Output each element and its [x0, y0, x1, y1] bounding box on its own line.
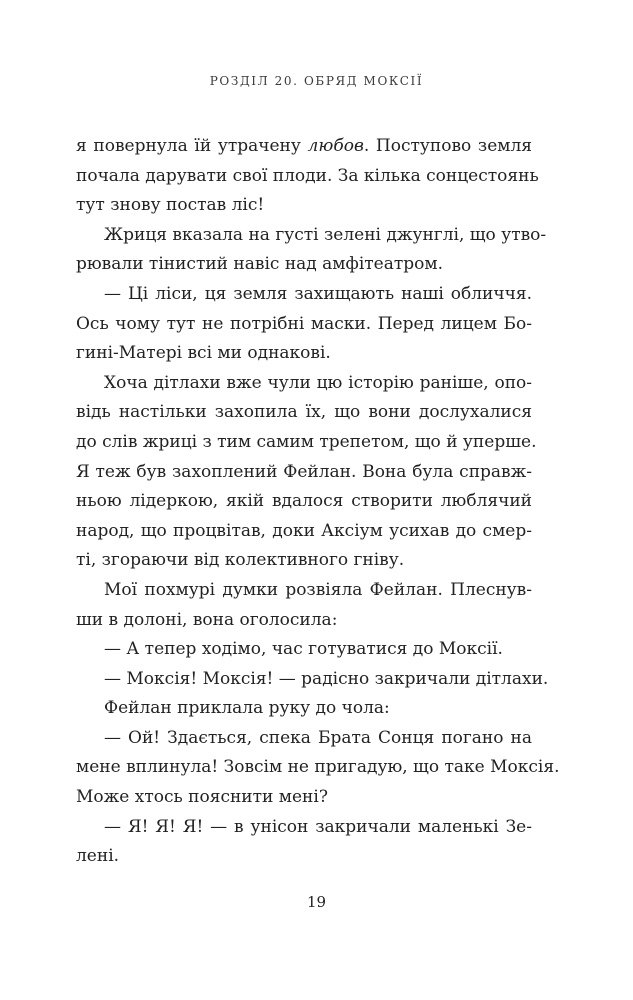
text-line: рювали тінистий навіс над амфітеатром.	[76, 254, 444, 275]
text-line: — А тепер ходімо, час готуватися до Моксії.	[104, 639, 503, 660]
text-line: ньою лідеркою, якій вдалося створити люблячий	[76, 491, 532, 512]
text-line: ті, згораючи від колективного гніву.	[76, 550, 405, 571]
text-line: відь настільки захопила їх, що вони дослухалися	[76, 402, 532, 423]
text-line: Я теж був захоплений Фейлан. Вона була справж-	[76, 461, 532, 482]
text-line: — Ой! Здається, спека Брата Сонця погано на	[104, 727, 532, 748]
text-line: Може хтось пояснити мені?	[76, 787, 328, 808]
text-line: тут знову постав ліс!	[76, 195, 265, 216]
text-line: гині-Матері всі ми однакові.	[76, 343, 331, 364]
emphasis-word: любов	[307, 136, 364, 156]
text-line: Хоча дітлахи вже чули цю історію раніше, опо-	[104, 372, 532, 393]
text-line: народ, що процвітав, доки Аксіум усихав до смер-	[76, 520, 532, 541]
text-line: Жриця вказала на густі зелені джунглі, що утво-	[104, 224, 547, 245]
text-line: Мої похмурі думки розвіяла Фейлан. Плеснув-	[104, 579, 532, 600]
text-line: почала дарувати свої плоди. За кілька сонцестоянь	[76, 165, 539, 186]
text-line: лені.	[76, 846, 120, 867]
page-number: 19	[306, 893, 327, 911]
text-line: — Ці ліси, ця земля захищають наші обличчя.	[104, 283, 532, 304]
running-header: РОЗДІЛ 20. ОБРЯД МОКСІЇ	[209, 74, 424, 88]
text-line: ши в долоні, вона оголосила:	[76, 609, 338, 630]
text-line: — Моксія! Моксія! — радісно закричали дітлахи.	[104, 668, 549, 689]
page-body	[76, 132, 560, 872]
text-line: Ось чому тут не потрібні маски. Перед лицем Бо-	[76, 313, 532, 334]
text-line: — Я! Я! Я! — в унісон закричали маленькі Зе-	[104, 816, 532, 837]
text-line: Фейлан приклала руку до чола:	[104, 698, 390, 719]
text-line: до слів жриці з тим самим трепетом, що й уперше.	[76, 431, 537, 452]
text-line: мене вплинула! Зовсім не пригадую, що таке Моксія.	[76, 757, 560, 778]
text-line: я повернула їй утрачену любов. Поступово земля	[76, 136, 533, 156]
